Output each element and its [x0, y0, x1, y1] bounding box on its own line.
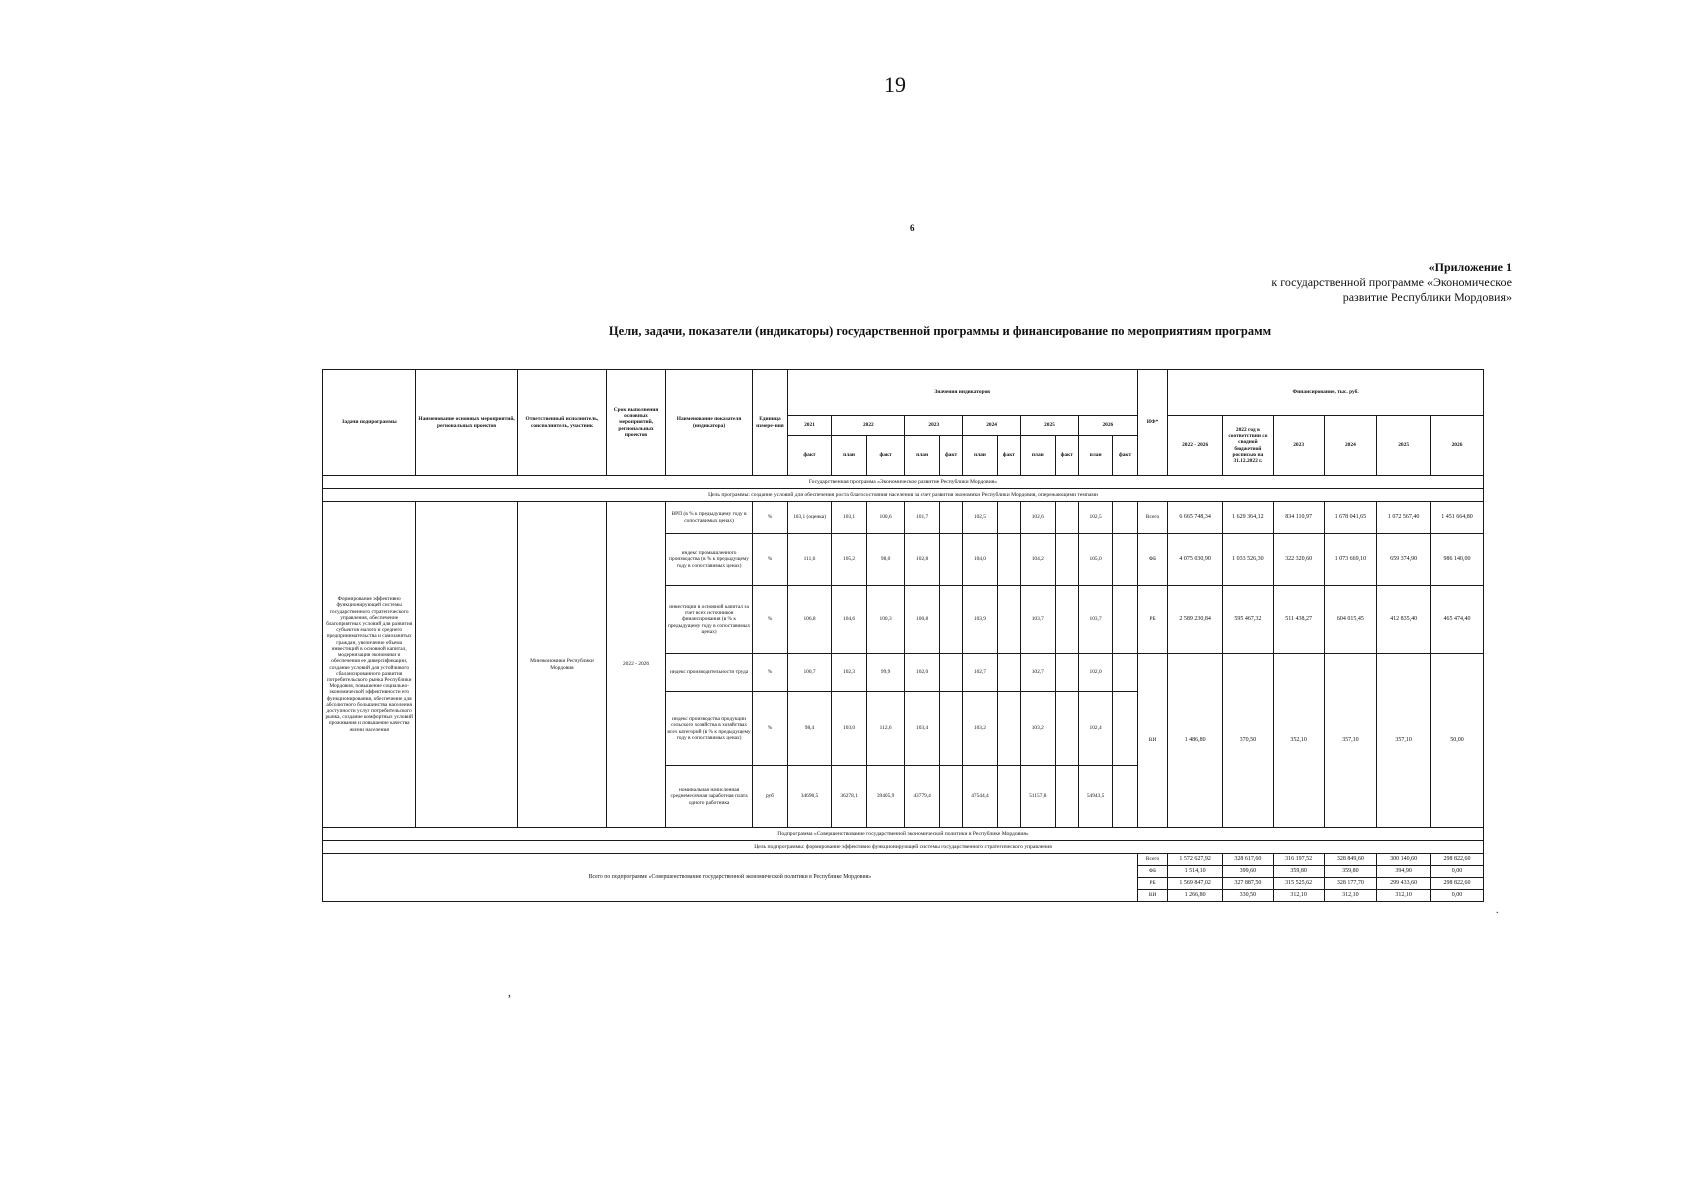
- value-cell: 103,1 (оценка): [787, 502, 832, 534]
- value-cell: 103,2: [1021, 692, 1056, 766]
- value-cell: 102,8: [905, 534, 940, 586]
- header-year-2022: 2022: [832, 416, 905, 436]
- value-cell: 34698,5: [787, 766, 832, 828]
- value-cell: 39405,9: [866, 766, 905, 828]
- finance-cell: 6 665 748,34: [1168, 502, 1223, 534]
- indicators-table: [322, 369, 1484, 902]
- finance-cell: 834 110,97: [1273, 502, 1324, 534]
- value-cell: [997, 502, 1020, 534]
- value-cell: [939, 502, 962, 534]
- value-cell: [939, 586, 962, 654]
- finance-cell: 330,50: [1223, 890, 1274, 902]
- value-cell: 103,7: [1078, 586, 1113, 654]
- finance-cell: 352,10: [1273, 654, 1324, 828]
- table-row: [323, 502, 1484, 534]
- finance-cell: 1 033 526,30: [1223, 534, 1274, 586]
- finance-cell: 312,10: [1273, 890, 1324, 902]
- indicator-name: индекс производительности труда: [665, 654, 752, 692]
- value-cell: [1113, 692, 1137, 766]
- finance-source: РБ: [1137, 878, 1167, 890]
- finance-cell: 604 015,45: [1324, 586, 1377, 654]
- finance-cell: 1 569 847,02: [1168, 878, 1223, 890]
- finance-cell: 1 629 364,12: [1223, 502, 1274, 534]
- value-cell: 103,1: [832, 502, 867, 534]
- finance-cell: 1 572 627,92: [1168, 854, 1223, 866]
- value-cell: [997, 692, 1020, 766]
- finance-source: ВИ: [1137, 654, 1167, 828]
- header-plan: план: [905, 436, 940, 476]
- finance-cell: 0,00: [1431, 866, 1484, 878]
- header-term: Срок выполнения основных мероприятий, региональных проектов: [607, 370, 666, 476]
- value-cell: 105,2: [832, 534, 867, 586]
- finance-cell: 312,10: [1324, 890, 1377, 902]
- value-cell: 43779,4: [905, 766, 940, 828]
- indicator-unit: %: [753, 586, 788, 654]
- value-cell: [1055, 692, 1078, 766]
- finance-cell: 357,10: [1377, 654, 1431, 828]
- header-fakt: факт: [997, 436, 1020, 476]
- header-fin-2024: 2024: [1324, 416, 1377, 476]
- value-cell: 102,5: [1078, 502, 1113, 534]
- value-cell: 103,2: [963, 692, 998, 766]
- value-cell: 102,0: [1078, 654, 1113, 692]
- header-fakt: факт: [1113, 436, 1137, 476]
- finance-cell: 328 177,70: [1324, 878, 1377, 890]
- finance-cell: 1 451 664,80: [1431, 502, 1484, 534]
- header-fin-total: 2022 - 2026: [1168, 416, 1223, 476]
- indicator-unit: %: [753, 502, 788, 534]
- value-cell: 106,8: [787, 586, 832, 654]
- header-ifo: ИФ*: [1137, 370, 1167, 476]
- indicator-unit: %: [753, 654, 788, 692]
- value-cell: 103,7: [1021, 586, 1056, 654]
- finance-cell: 595 467,32: [1223, 586, 1274, 654]
- value-cell: 36278,1: [832, 766, 867, 828]
- header-fakt: факт: [787, 436, 832, 476]
- header-year-2023: 2023: [905, 416, 963, 436]
- header-fin-2025: 2025: [1377, 416, 1431, 476]
- indicator-name: номинальная начисленная среднемесячная заработная плата одного работника: [665, 766, 752, 828]
- value-cell: 102,7: [963, 654, 998, 692]
- value-cell: 102,5: [963, 502, 998, 534]
- value-cell: 98,0: [866, 534, 905, 586]
- value-cell: 101,7: [905, 502, 940, 534]
- value-cell: 111,6: [787, 534, 832, 586]
- finance-cell: 298 822,60: [1431, 854, 1484, 866]
- finance-cell: 327 887,50: [1223, 878, 1274, 890]
- value-cell: [1055, 654, 1078, 692]
- value-cell: [997, 654, 1020, 692]
- value-cell: 104,6: [832, 586, 867, 654]
- value-cell: [1055, 502, 1078, 534]
- goal-row: Цель программы: создание условий для обеспечения роста благосостояния населения за счет развития экономики Республики Мордовия, опережающими темпами: [323, 489, 1484, 502]
- stray-comma-mark: ,: [508, 985, 511, 999]
- value-cell: [1055, 586, 1078, 654]
- finance-cell: 4 075 030,90: [1168, 534, 1223, 586]
- appendix-line-2: развитие Республики Мордовия»: [1342, 290, 1512, 304]
- finance-cell: 1 514,10: [1168, 866, 1223, 878]
- header-indicator: Наименование показателя (индикатора): [665, 370, 752, 476]
- indicator-name: инвестиции в основной капитал за счет всех источников финансирования (в % к предыдущему году в сопоставимых ценах): [665, 586, 752, 654]
- finance-cell: 1 678 041,65: [1324, 502, 1377, 534]
- finance-cell: 465 474,40: [1431, 586, 1484, 654]
- finance-cell: 1 072 567,40: [1377, 502, 1431, 534]
- value-cell: 47544,4: [963, 766, 998, 828]
- finance-cell: 312,10: [1377, 890, 1431, 902]
- indicator-unit: %: [753, 692, 788, 766]
- finance-cell: 328 849,60: [1324, 854, 1377, 866]
- value-cell: [1055, 766, 1078, 828]
- appendix-line-1: к государственной программе «Экономическое: [1271, 275, 1512, 289]
- indicator-name: ВРП (в % к предыдущему году в сопоставимых ценах): [665, 502, 752, 534]
- header-plan: план: [963, 436, 998, 476]
- task-cell: Формирование эффективно функционирующей системы государственного стратегического управления, обеспечение благоприятных условий для развития субъектов малого и среднего предпринимательства и самозанятых граждан, увеличение объема инвестиций в основной капитал, модернизация экономики и обеспечения ее диверсификации, создание условий для устойчивого сбалансированного развития потребительского рынка Республики Мордовия, повышение социально-экономической эффективности его функционирования, обеспечение для абсолютного большинства населения доступности услуг потребительского рынка, создание комфортных условий проживания и повышение качества жизни населения: [323, 502, 416, 828]
- value-cell: 102,7: [1021, 654, 1056, 692]
- finance-source: ФБ: [1137, 866, 1167, 878]
- inner-page-number: 6: [910, 223, 915, 233]
- value-cell: 103,9: [963, 586, 998, 654]
- finance-cell: 359,80: [1273, 866, 1324, 878]
- value-cell: 99,9: [866, 654, 905, 692]
- header-values-group: Значения индикаторов: [787, 370, 1137, 416]
- term-cell: 2022 - 2026: [607, 502, 666, 828]
- value-cell: [1113, 654, 1137, 692]
- finance-source: РБ: [1137, 586, 1167, 654]
- finance-cell: 359,80: [1324, 866, 1377, 878]
- finance-cell: 300 140,60: [1377, 854, 1431, 866]
- value-cell: [1055, 534, 1078, 586]
- header-plan: план: [1021, 436, 1056, 476]
- value-cell: 98,4: [787, 692, 832, 766]
- header-fakt: факт: [866, 436, 905, 476]
- indicator-unit: %: [753, 534, 788, 586]
- finance-cell: 50,00: [1431, 654, 1484, 828]
- value-cell: 102,6: [1021, 502, 1056, 534]
- value-cell: 100,8: [905, 586, 940, 654]
- header-year-2026: 2026: [1078, 416, 1137, 436]
- finance-cell: 394,90: [1377, 866, 1431, 878]
- finance-cell: 1 486,80: [1168, 654, 1223, 828]
- value-cell: [1113, 502, 1137, 534]
- finance-cell: 412 835,40: [1377, 586, 1431, 654]
- value-cell: 105,0: [1078, 534, 1113, 586]
- header-fakt: факт: [1055, 436, 1078, 476]
- finance-cell: 1 266,80: [1168, 890, 1223, 902]
- indicator-unit: руб: [753, 766, 788, 828]
- finance-cell: 370,50: [1223, 654, 1274, 828]
- header-year-2025: 2025: [1021, 416, 1079, 436]
- value-cell: 104,2: [1021, 534, 1056, 586]
- header-finance-group: Финансирование, тыс. руб.: [1168, 370, 1484, 416]
- value-cell: [1113, 586, 1137, 654]
- header-fin-2022: 2022 год в соответствии со сводной бюджетной росписью на 31.12.2022 г.: [1223, 416, 1274, 476]
- finance-cell: 511 438,27: [1273, 586, 1324, 654]
- finance-cell: 316 197,52: [1273, 854, 1324, 866]
- program-row: Государственная программа «Экономическое развитие Республики Мордовия»: [323, 476, 1484, 489]
- value-cell: 51157,8: [1021, 766, 1056, 828]
- finance-source: Всего: [1137, 502, 1167, 534]
- value-cell: [1113, 766, 1137, 828]
- value-cell: [939, 534, 962, 586]
- stray-dot-mark: .: [1496, 905, 1499, 916]
- value-cell: [939, 766, 962, 828]
- value-cell: [997, 766, 1020, 828]
- header-year-2024: 2024: [963, 416, 1021, 436]
- value-cell: 100,6: [866, 502, 905, 534]
- value-cell: 100,7: [787, 654, 832, 692]
- finance-cell: 0,00: [1431, 890, 1484, 902]
- value-cell: 103,0: [832, 692, 867, 766]
- value-cell: 100,3: [866, 586, 905, 654]
- document-title: Цели, задачи, показатели (индикаторы) государственной программы и финансирование по мероприятиям программ: [608, 324, 1272, 338]
- value-cell: [939, 654, 962, 692]
- value-cell: 104,0: [963, 534, 998, 586]
- header-task: Задачи подпрограммы: [323, 370, 416, 476]
- value-cell: 102,0: [905, 654, 940, 692]
- header-fakt: факт: [939, 436, 962, 476]
- page-number: 19: [884, 72, 906, 97]
- finance-cell: 315 525,62: [1273, 878, 1324, 890]
- value-cell: 102,3: [832, 654, 867, 692]
- value-cell: [997, 534, 1020, 586]
- header-unit: Единица измере-ния: [753, 370, 788, 476]
- finance-source: ВИ: [1137, 890, 1167, 902]
- value-cell: 54943,5: [1078, 766, 1113, 828]
- finance-cell: 298 822,60: [1431, 878, 1484, 890]
- finance-cell: 399,60: [1223, 866, 1274, 878]
- finance-cell: 2 589 230,84: [1168, 586, 1223, 654]
- finance-source: ФБ: [1137, 534, 1167, 586]
- value-cell: [1113, 534, 1137, 586]
- table-row: [323, 854, 1484, 866]
- header-executor: Ответственный исполнитель, соисполнитель, участник: [517, 370, 606, 476]
- finance-cell: 299 433,60: [1377, 878, 1431, 890]
- finance-cell: 986 140,00: [1431, 534, 1484, 586]
- finance-cell: 328 617,60: [1223, 854, 1274, 866]
- subprogram-row: Подпрограмма «Совершенствование государственной экономической политики в Республике Мордовия»: [323, 828, 1484, 841]
- indicator-name: индекс производства продукции сельского хозяйства в хозяйствах всех категорий (в % к предыдущему году в сопоставимых ценах): [665, 692, 752, 766]
- appendix-title: «Приложение 1: [1428, 260, 1512, 274]
- finance-cell: 322 320,60: [1273, 534, 1324, 586]
- finance-cell: 1 073 669,10: [1324, 534, 1377, 586]
- header-events: Наименование основных мероприятий, региональных проектов: [416, 370, 517, 476]
- value-cell: [939, 692, 962, 766]
- finance-cell: 357,10: [1324, 654, 1377, 828]
- executor-cell: Минэкономики Республики Мордовия: [517, 502, 606, 828]
- events-cell: [416, 502, 517, 828]
- header-fin-2023: 2023: [1273, 416, 1324, 476]
- header-year-2021: 2021: [787, 416, 832, 436]
- finance-cell: 659 374,90: [1377, 534, 1431, 586]
- indicator-name: индекс промышленного производства (в % к предыдущему году в сопоставимых ценах): [665, 534, 752, 586]
- value-cell: 102,4: [1078, 692, 1113, 766]
- value-cell: [997, 586, 1020, 654]
- subgoal-row: Цель подпрограммы: формирование эффективно функционирующей системы государственного стратегического управления: [323, 841, 1484, 854]
- appendix-block: [1271, 260, 1512, 305]
- header-plan: план: [1078, 436, 1113, 476]
- header-fin-2026: 2026: [1431, 416, 1484, 476]
- value-cell: 112,6: [866, 692, 905, 766]
- header-plan: план: [832, 436, 867, 476]
- subtotal-label: Всего по подпрограмме «Совершенствование государственной экономической политики в Республике Мордовия»: [323, 854, 1138, 902]
- value-cell: 103,4: [905, 692, 940, 766]
- finance-source: Всего: [1137, 854, 1167, 866]
